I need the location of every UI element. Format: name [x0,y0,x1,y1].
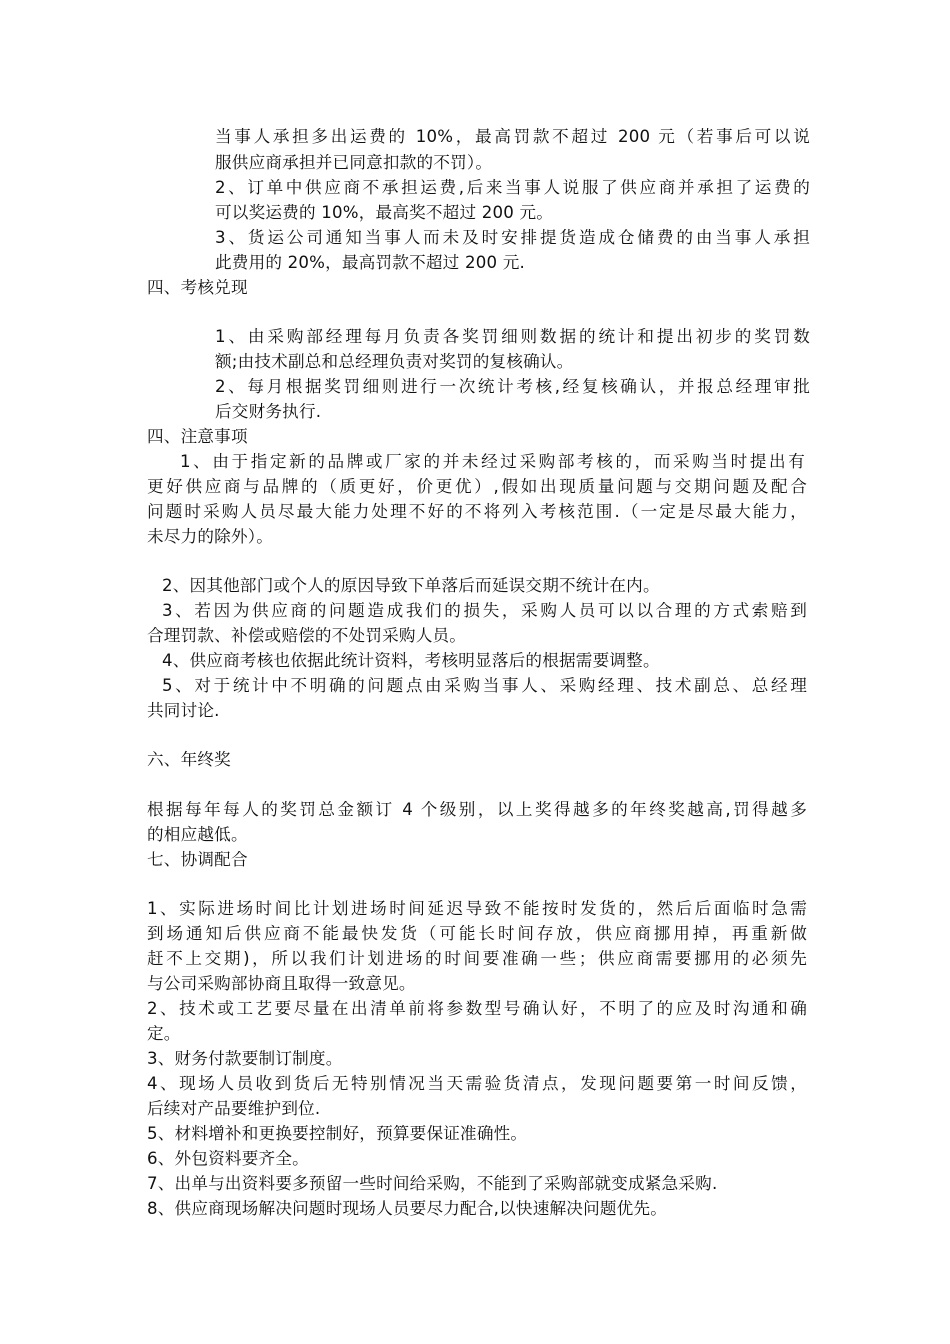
paragraph-line: 的相应越低。 [147,825,248,844]
paragraph-line: 更好供应商与品牌的（质更好，价更优）,假如出现质量问题与交期问题及配合 [147,477,807,496]
section-heading: 四、注意事项 [147,427,248,446]
paragraph-line: 5、材料增补和更换要控制好，预算要保证准确性。 [147,1124,528,1143]
paragraph-line: 1、由于指定新的品牌或厂家的并未经过采购部考核的，而采购当时提出有 [180,452,805,471]
paragraph-line: 此费用的 20%，最高罚款不超过 200 元. [215,253,525,272]
paragraph-line: 2、订单中供应商不承担运费,后来当事人说服了供应商并承担了运费的 [215,178,810,197]
paragraph-line: 根据每年每人的奖罚总金额订 4 个级别，以上奖得越多的年终奖越高,罚得越多 [147,800,807,819]
paragraph-line: 到场通知后供应商不能最快发货（可能长时间存放，供应商挪用掉，再重新做 [147,924,807,943]
paragraph-line: 后交财务执行. [215,402,322,421]
paragraph-line: 与公司采购部协商且取得一致意见。 [147,974,416,993]
paragraph-line: 3、若因为供应商的问题造成我们的损失，采购人员可以以合理的方式索赔到 [162,601,807,620]
paragraph-line: 7、出单与出资料要多预留一些时间给采购，不能到了采购部就变成紧急采购. [147,1174,718,1193]
paragraph-line: 当事人承担多出运费的 10%，最高罚款不超过 200 元（若事后可以说 [215,127,810,146]
paragraph-line: 4、现场人员收到货后无特别情况当天需验货清点，发现问题要第一时间反馈， [147,1074,807,1093]
paragraph-line: 1、由采购部经理每月负责各奖罚细则数据的统计和提出初步的奖罚数 [215,327,810,346]
paragraph-line: 共同讨论. [147,701,220,720]
paragraph-line: 3、货运公司通知当事人而未及时安排提货造成仓储费的由当事人承担 [215,228,810,247]
paragraph-line: 定。 [147,1024,181,1043]
paragraph-line: 8、供应商现场解决问题时现场人员要尽力配合,以快速解决问题优先。 [147,1199,668,1218]
paragraph-line: 可以奖运费的 10%，最高奖不超过 200 元。 [215,203,554,222]
paragraph-line: 2、因其他部门或个人的原因导致下单落后而延误交期不统计在内。 [162,576,660,595]
paragraph-line: 服供应商承担并已同意扣款的不罚）。 [215,153,493,172]
paragraph-line: 合理罚款、补偿或赔偿的不处罚采购人员。 [147,626,467,645]
paragraph-line: 5、对于统计中不明确的问题点由采购当事人、采购经理、技术副总、总经理 [162,676,807,695]
paragraph-line: 赶不上交期)，所以我们计划进场的时间要准确一些；供应商需要挪用的必须先 [147,949,807,968]
paragraph-line: 后续对产品要维护到位. [147,1099,321,1118]
paragraph-line: 2、技术或工艺要尽量在出清单前将参数型号确认好，不明了的应及时沟通和确 [147,999,807,1018]
paragraph-line: 6、外包资料要齐全。 [147,1149,309,1168]
section-heading: 七、协调配合 [147,850,248,869]
paragraph-line: 4、供应商考核也依据此统计资料，考核明显落后的根据需要调整。 [162,651,660,670]
section-heading: 四、考核兑现 [147,278,248,297]
section-heading: 六、年终奖 [147,750,231,769]
paragraph-line: 2、每月根据奖罚细则进行一次统计考核,经复核确认，并报总经理审批 [215,377,810,396]
paragraph-line: 3、财务付款要制订制度。 [147,1049,343,1068]
paragraph-line: 额;由技术副总和总经理负责对奖罚的复核确认。 [215,352,574,371]
paragraph-line: 1、实际进场时间比计划进场时间延迟导致不能按时发货的，然后后面临时急需 [147,899,807,918]
paragraph-line: 未尽力的除外）。 [147,527,274,546]
paragraph-line: 问题时采购人员尽最大能力处理不好的不将列入考核范围.（一定是尽最大能力， [147,502,807,521]
